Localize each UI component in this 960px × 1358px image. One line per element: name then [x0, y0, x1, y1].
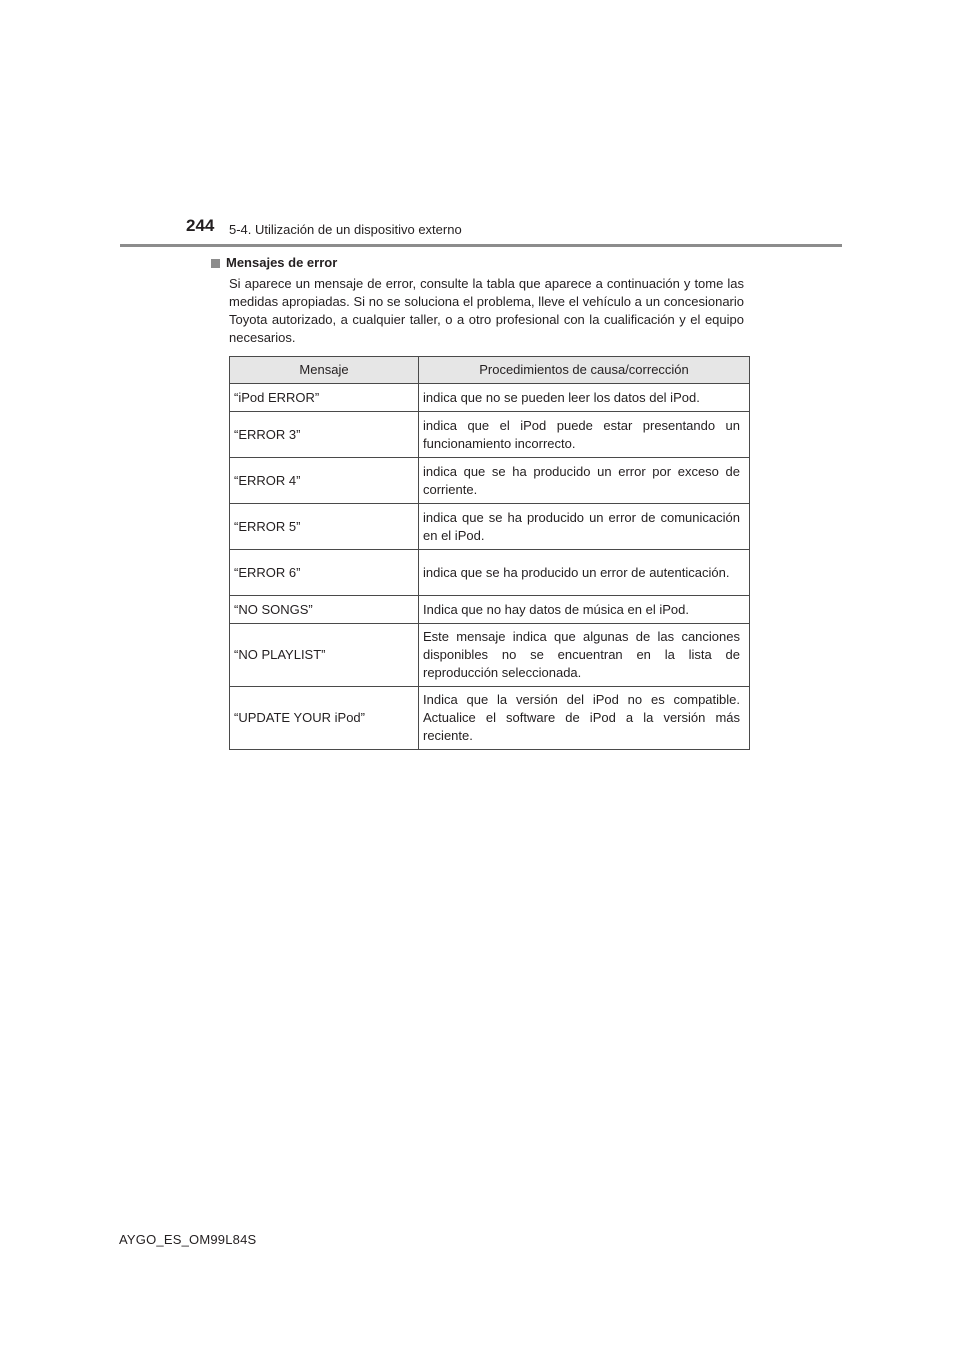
procedure-cell: Indica que no hay datos de música en el iPod.: [419, 596, 750, 624]
table-row: [230, 624, 750, 687]
procedure-cell: indica que el iPod puede estar presentando un funcionamiento incorrecto.: [419, 412, 750, 458]
procedure-cell: indica que se ha producido un error de comunicación en el iPod.: [419, 504, 750, 550]
table-row: [230, 687, 750, 750]
header-rule: [120, 244, 842, 247]
message-cell: “ERROR 3”: [230, 412, 419, 458]
message-cell: “UPDATE YOUR iPod”: [230, 687, 419, 750]
heading-text: Mensajes de error: [226, 255, 338, 270]
column-header-procedure: Procedimientos de causa/corrección: [419, 357, 750, 384]
error-messages-table: [229, 356, 750, 750]
message-cell: “ERROR 6”: [230, 550, 419, 596]
procedure-cell: indica que no se pueden leer los datos del iPod.: [419, 384, 750, 412]
procedure-cell: indica que se ha producido un error de autenticación.: [419, 550, 750, 596]
table-row: [230, 412, 750, 458]
intro-paragraph: Si aparece un mensaje de error, consulte la tabla que aparece a continuación y tome las medidas apropiadas. Si no se soluciona el problema, lleve el vehículo a un concesionario Toyota autorizado, a cualquier taller, o a otro profesional con la cualificación y el equipo necesarios.: [229, 276, 744, 345]
table-row: [230, 504, 750, 550]
message-cell: “NO PLAYLIST”: [230, 624, 419, 687]
procedure-cell: indica que se ha producido un error por exceso de corriente.: [419, 458, 750, 504]
message-cell: “NO SONGS”: [230, 596, 419, 624]
table-header-row: [230, 357, 750, 384]
message-cell: “ERROR 5”: [230, 504, 419, 550]
document-code: AYGO_ES_OM99L84S: [119, 1232, 257, 1247]
table-row: [230, 458, 750, 504]
column-header-message: Mensaje: [230, 357, 419, 384]
table-row: [230, 596, 750, 624]
square-bullet-icon: [211, 259, 220, 268]
table-row: [230, 384, 750, 412]
procedure-cell: Indica que la versión del iPod no es compatible. Actualice el software de iPod a la versión más reciente.: [419, 687, 750, 750]
page-number: 244: [186, 216, 215, 235]
message-cell: “ERROR 4”: [230, 458, 419, 504]
message-cell: “iPod ERROR”: [230, 384, 419, 412]
section-title: 5-4. Utilización de un dispositivo externo: [229, 222, 462, 237]
table-row: [230, 550, 750, 596]
procedure-cell: Este mensaje indica que algunas de las canciones disponibles no se encuentran en la lista de reproducción seleccionada.: [419, 624, 750, 687]
error-messages-heading: [211, 255, 337, 271]
